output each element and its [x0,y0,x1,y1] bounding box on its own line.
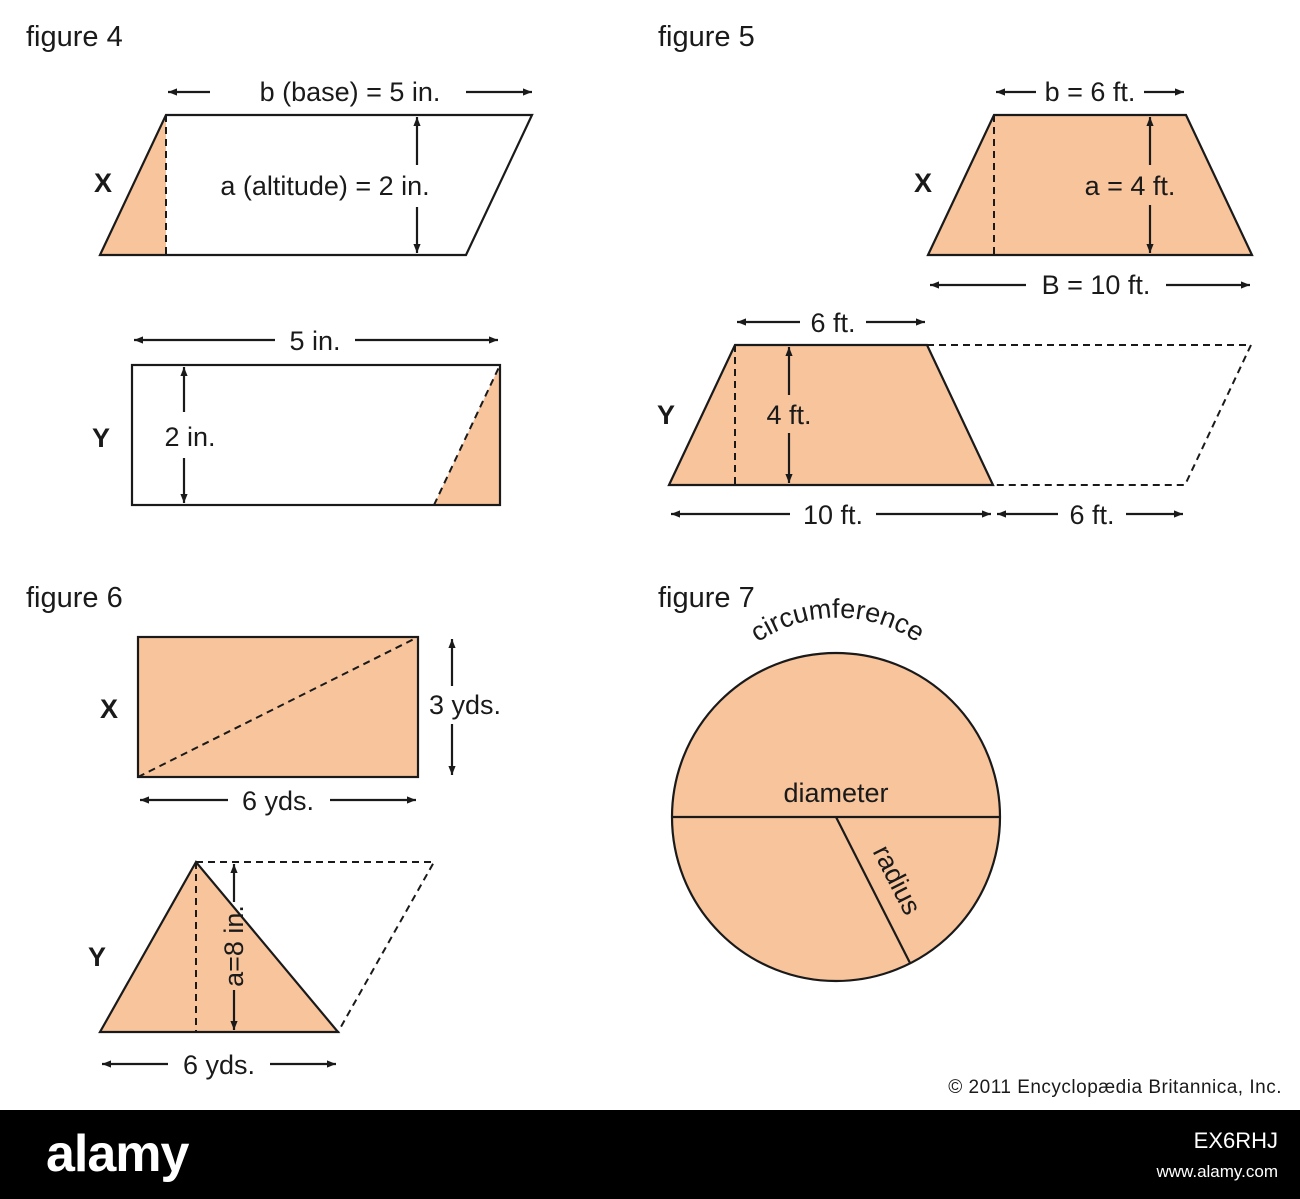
figure-4 [26,21,532,505]
figure-6 [26,582,501,1080]
figure-4-title: figure 4 [26,21,123,53]
figure-4-y-rectangle [92,326,500,505]
circumference-label [745,594,930,648]
figure-6-y-tag: Y [88,942,107,972]
site-url: www.alamy.com [1156,1162,1278,1181]
figure-5 [657,21,1252,530]
figure-7-title: figure 7 [658,582,755,614]
base-label: b (base) = 5 in. [259,77,441,107]
image-code: EX6RHJ [1193,1128,1278,1153]
figure-5-x-trapezoid [914,77,1252,300]
height-label: 4 ft. [766,400,812,430]
top-base-label: b = 6 ft. [1044,77,1136,107]
figure-4-x-parallelogram [94,77,532,255]
copyright-notice: © 2011 Encyclopædia Britannica, Inc. [948,1077,1282,1098]
height-label: 3 yds. [428,690,502,720]
figure-6-title: figure 6 [26,582,123,614]
figure-5-y-trapezoid-doubled [657,308,1251,530]
figure-5-title: figure 5 [658,21,755,53]
bottom-base-label: B = 10 ft. [1041,270,1151,300]
figure-5-y-tag: Y [657,400,676,430]
figure-6-y-triangle [88,862,434,1080]
height-label: 2 in. [164,422,216,452]
radius-label: radius [866,840,928,920]
altitude-label: a (altitude) = 2 in. [220,171,430,201]
extension-label: 6 ft. [1069,500,1115,530]
height-label: a = 4 ft. [1084,171,1176,201]
figure-6-x-rectangle [100,637,501,816]
figure-4-y-tag: Y [92,423,111,453]
base-label: 6 yds. [182,1050,256,1080]
circumference-label-path: circumference [744,593,931,648]
diameter-label: diameter [783,778,889,808]
top-label: 6 ft. [810,308,856,338]
figure-7 [658,582,1000,981]
figure-6-x-tag: X [100,694,119,724]
alamy-logo: alamy [46,1125,189,1183]
watermark-footer [0,1110,1300,1199]
width-label: 5 in. [289,326,341,356]
trapezoid-fill [669,345,993,485]
width-label: 6 yds. [241,786,315,816]
figure-5-x-tag: X [914,168,933,198]
bottom-label: 10 ft. [802,500,864,530]
height-label: a=8 in. [219,905,249,987]
figure-4-x-tag: X [94,168,113,198]
